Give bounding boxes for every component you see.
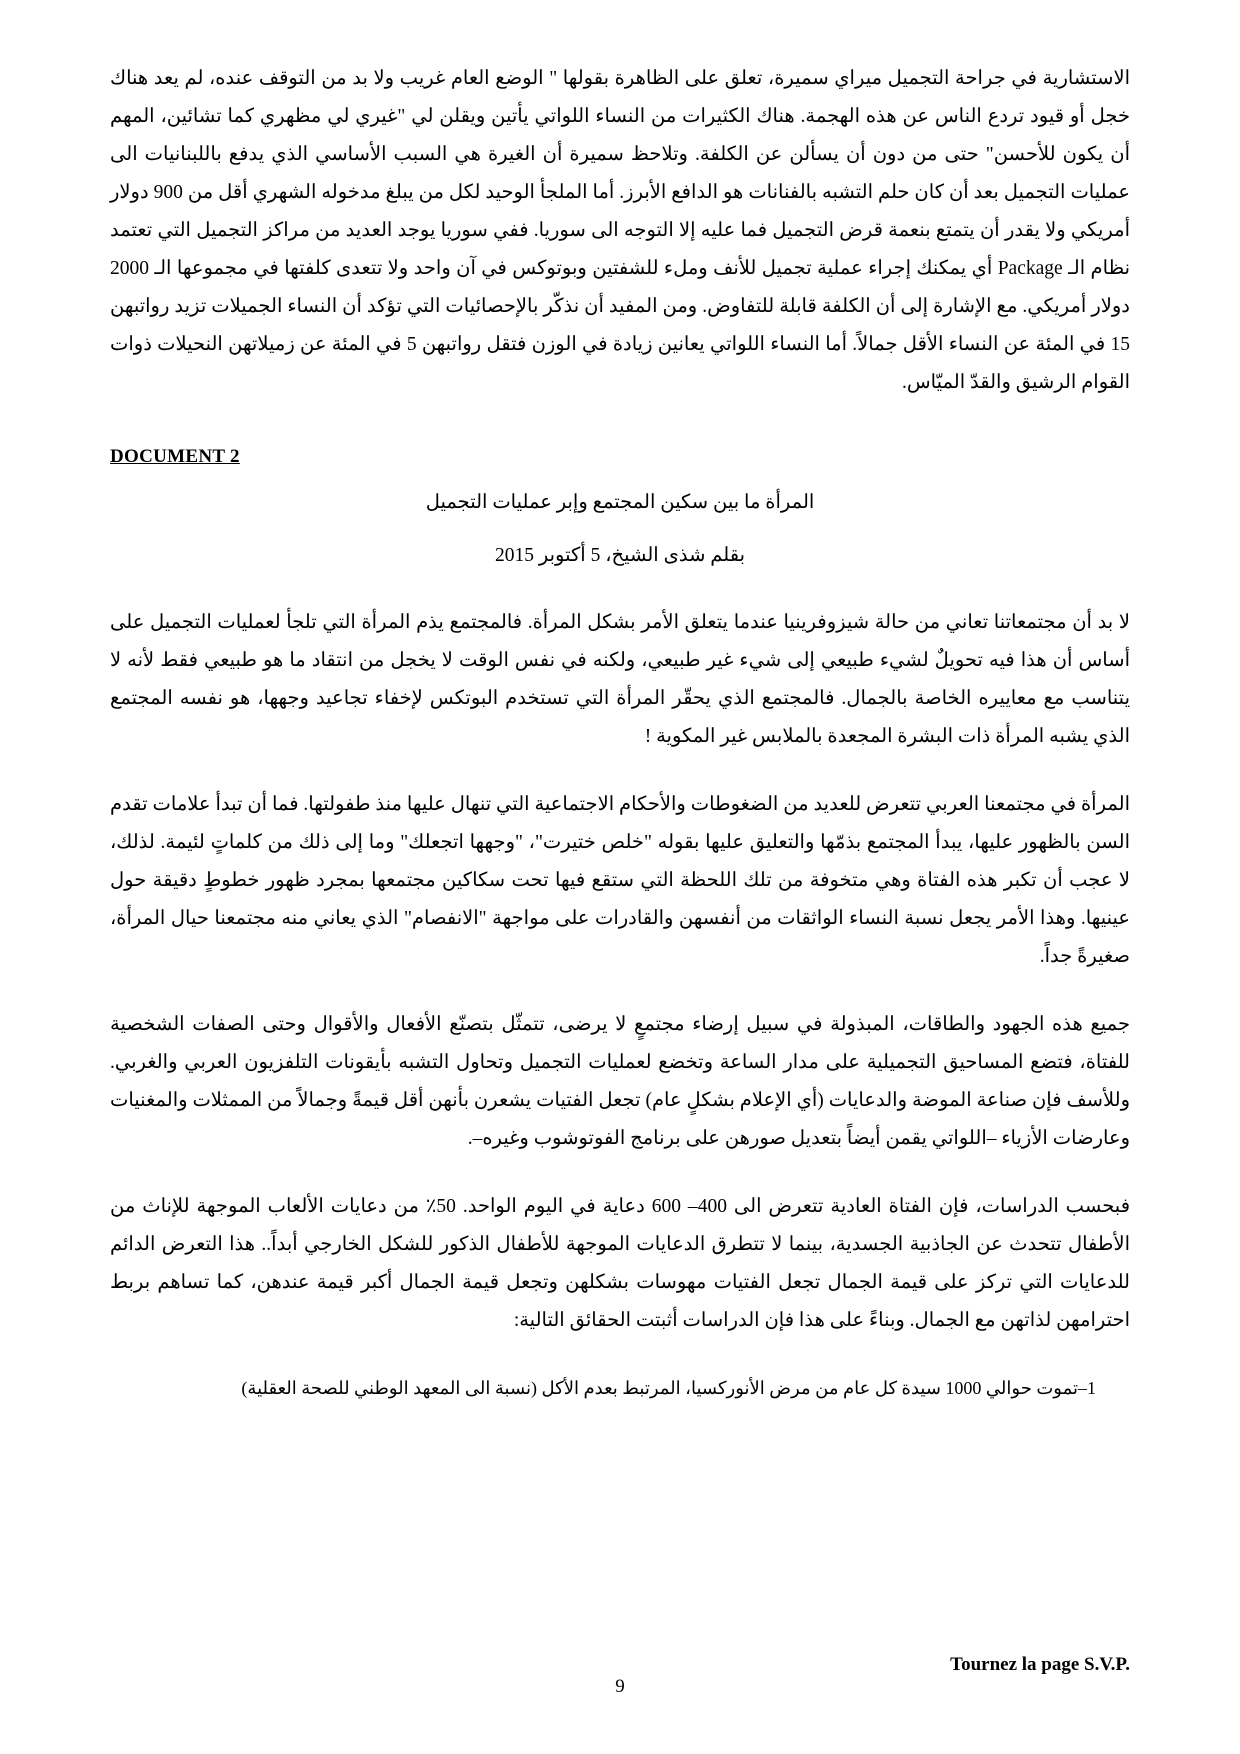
spacer <box>110 756 1130 786</box>
spacer <box>110 1341 1130 1371</box>
top-paragraph: الاستشارية في جراحة التجميل ميراي سميرة، تعلق على الظاهرة بقولها " الوضع العام غريب ولا بد من التوقف عنده، لم يعد هناك خجل أو قيود تردع الناس عن هذه الهجمة. هناك الكثيرات من النساء اللواتي يأتين ويقلن لي "غيري لي مظهري كما تشائين، المهم أن يكون للأحسن" حتى من دون أن يسألن عن الكلفة. وتلاحظ سميرة أن الغيرة هي السبب الأساسي الذي يدفع باللبنانيات الى عمليات التجميل بعد أن كان حلم التشبه بالفنانات هو الدافع الأبرز. أما الملجأ الوحيد لكل من يبلغ مدخوله الشهري أقل من 900 دولار أمريكي ولا يقدر أن يتمتع بنعمة قرض التجميل فما عليه إلا التوجه الى سوريا. ففي سوريا يوجد العديد من مراكز التجميل التي تعتمد نظام الـ Package أي يمكنك إجراء عملية تجميل للأنف وملء للشفتين وبوتوكس في آن واحد ولا تتعدى كلفتها في مجموعها الـ 2000 دولار أمريكي. مع الإشارة إلى أن الكلفة قابلة للتفاوض. ومن المفيد أن نذكّر بالإحصائيات التي تؤكد أن النساء الجميلات تزيد رواتبهن 15 في المئة عن النساء الأقل جمالاً. أما النساء اللواتي يعانين زيادة في الوزن فتقل رواتبهن 5 في المئة عن زميلاتهن النحيلات ذوات القوام الرشيق والقدّ الميّاس. <box>110 68 1131 394</box>
page-number: 9 <box>615 1676 625 1697</box>
fact-item-1: 1–تموت حوالي 1000 سيدة كل عام من مرض الأنوركسيا، المرتبط بعدم الأكل (نسبة الى المعهد الوطني للصحة العقلية) <box>241 1377 1096 1398</box>
spacer <box>110 1158 1130 1188</box>
body-paragraph-3: جميع هذه الجهود والطاقات، المبذولة في سبيل إرضاء مجتمعٍ لا يرضى، تتمثّل بتصنّع الأفعال والأقوال وحتى الصفات الشخصية للفتاة، فتضع المساحيق التجميلية على مدار الساعة وتخضع لعمليات التجميل وتحاول التشبه بأيقونات التلفزيون العربي والغربي. وللأسف فإن صناعة الموضة والدعايات (أي الإعلام بشكلٍ عام) تجعل الفتيات يشعرن بأنهن أقل قيمةً وجمالاً من الممثلات والمغنيات وعارضات الأزياء –اللواتي يقمن أيضاً بتعديل صورهن على برنامج الفوتوشوب وغيره–. <box>110 1014 1130 1150</box>
body-paragraph-4: فبحسب الدراسات، فإن الفتاة العادية تتعرض الى 400– 600 دعاية في اليوم الواحد. 50٪ من دعايات الألعاب الموجهة للإناث من الأطفال تتحدث عن الجاذبية الجسدية، بينما لا تتطرق الدعايات الموجهة للأطفال الذكور للشكل الخارجي أبداً.. هذا التعرض الدائم للدعايات التي تركز على قيمة الجمال تجعل الفتيات مهوسات بشكلهن وتجعل قيمة الجمال أكبر قيمة عندهن، كما تساهم بربط احترامهن لذاتهن مع الجمال. وبناءً على هذا فإن الدراسات أثبتت الحقائق التالية: <box>110 1196 1131 1332</box>
spacer <box>110 468 1130 484</box>
article-title: المرأة ما بين سكين المجتمع وإبر عمليات التجميل <box>425 492 815 514</box>
spacer <box>110 402 1130 446</box>
spacer <box>110 574 1130 604</box>
section-heading: DOCUMENT 2 <box>110 446 240 468</box>
spacer <box>110 976 1130 1006</box>
body-paragraph-1: لا بد أن مجتمعاتنا تعاني من حالة شيزوفرينيا عندما يتعلق الأمر بشكل المرأة. فالمجتمع يذم المرأة التي تلجأ لعمليات التجميل على أساس أن هذا فيه تحويلٌ لشيء طبيعي إلى شيء غير طبيعي، ولكنه في نفس الوقت لا يخجل من انتقاد ما هو طبيعي فقط لأنه لا يتناسب مع معاييره الخاصة بالجمال. فالمجتمع الذي يحقّر المرأة التي تستخدم البوتكس لإخفاء تجاعيد وجهها، هو نفسه المجتمع الذي يشبه المرأة ذات البشرة المجعدة بالملابس غير المكوية ! <box>110 612 1130 748</box>
body-paragraph-2: المرأة في مجتمعنا العربي تتعرض للعديد من الضغوطات والأحكام الاجتماعية التي تنهال عليها منذ طفولتها. فما أن تبدأ علامات تقدم السن بالظهور عليها، يبدأ المجتمع بذمّها والتعليق عليها بقوله "خلص ختيرت"، "وجهها اتجعلك" وما إلى ذلك من كلماتٍ لئيمة. لذلك، لا عجب أن تكبر هذه الفتاة وهي متخوفة من تلك اللحظة التي ستقع فيها تحت سكاكين مجتمعها بمجرد ظهور خطوطٍ دقيقة حول عينيها. وهذا الأمر يجعل نسبة النساء الواثقات من أنفسهن والقادرات على مواجهة "الانفصام" الذي يعاني منه مجتمعنا حيال المرأة، صغيرةً جداً. <box>110 794 1130 968</box>
turn-page-note: Tournez la page S.V.P. <box>950 1654 1130 1675</box>
spacer <box>110 521 1130 537</box>
article-byline: بقلم شذى الشيخ، 5 أكتوبر 2015 <box>494 545 746 567</box>
